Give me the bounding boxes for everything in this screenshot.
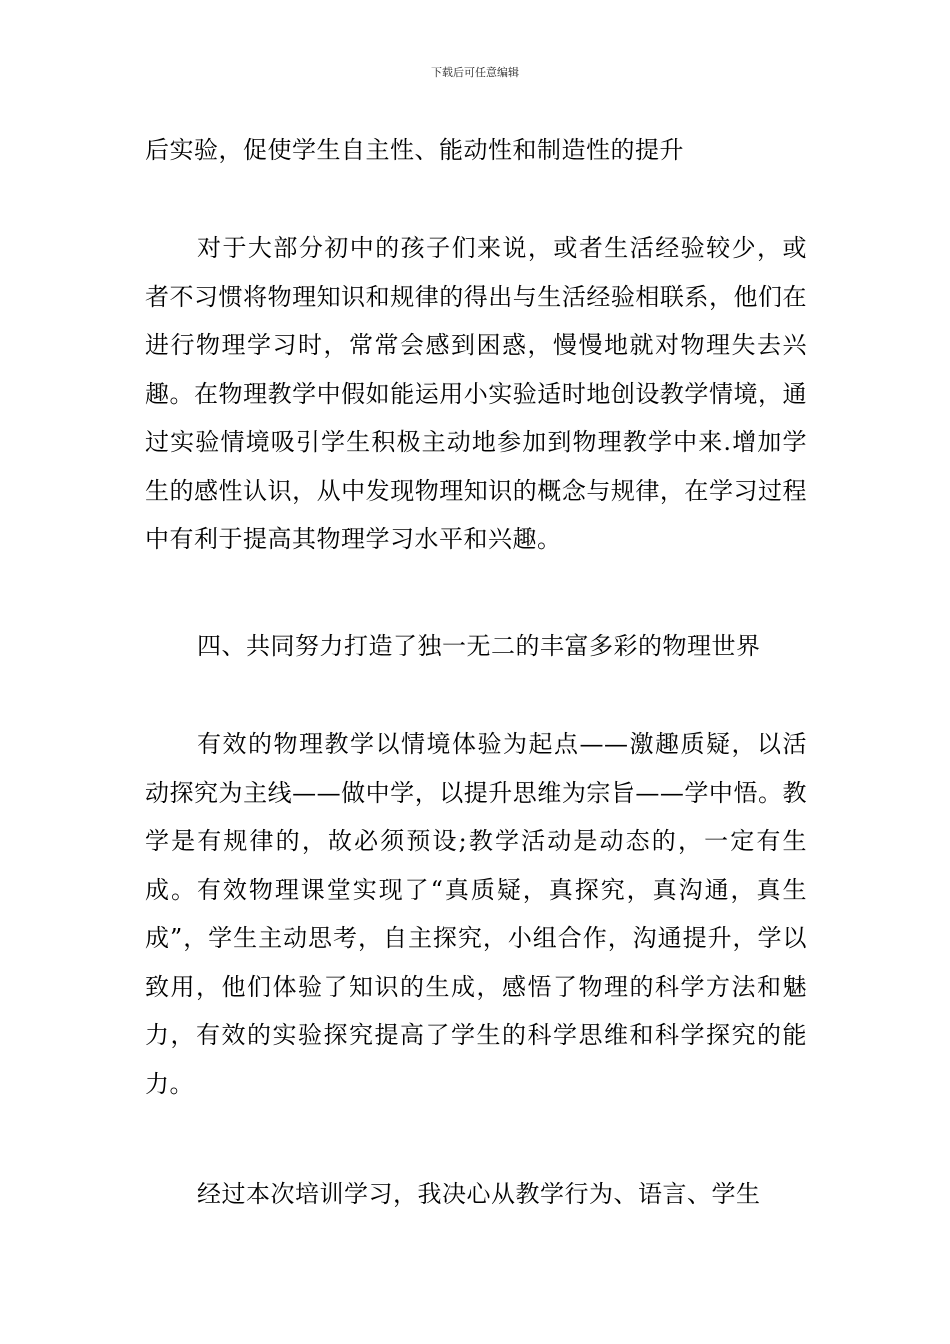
paragraph-effective-teaching: 有效的物理教学以情境体验为起点——激趣质疑，以活动探究为主线——做中学，以提升思维为宗旨——学中悟。教学是有规律的，故必须预设;教学活动是动态的，一定有生成。有效物理课堂实现了“真质疑，真探究，真沟通，真生成”，学生主动思考，自主探究，小组合作，沟通提升，学以致用，他们体验了知识的生成，感悟了物理的科学方法和魅力，有效的实验探究提高了学生的科学思维和科学探究的能力。 [145, 730, 807, 1098]
section-heading-four: 四、共同努力打造了独一无二的丰富多彩的物理世界 [197, 632, 761, 660]
paragraph-experiment-context: 对于大部分初中的孩子们来说，或者生活经验较少，或者不习惯将物理知识和规律的得出与生活经验相联系，他们在进行物理学习时，常常会感到困惑，慢慢地就对物理失去兴趣。在物理教学中假如能运用小实验适时地创设教学情境，通过实验情境吸引学生积极主动地参加到物理教学中来.增加学生的感性认识，从中发现物理知识的概念与规律，在学习过程中有利于提高其物理学习水平和兴趣。 [145, 234, 807, 553]
page-header-note: 下载后可任意编辑 [431, 66, 519, 79]
paragraph-training-reflection: 经过本次培训学习，我决心从教学行为、语言、学生 [197, 1180, 761, 1208]
paragraph-continuation: 后实验，促使学生自主性、能动性和制造性的提升 [145, 136, 684, 164]
